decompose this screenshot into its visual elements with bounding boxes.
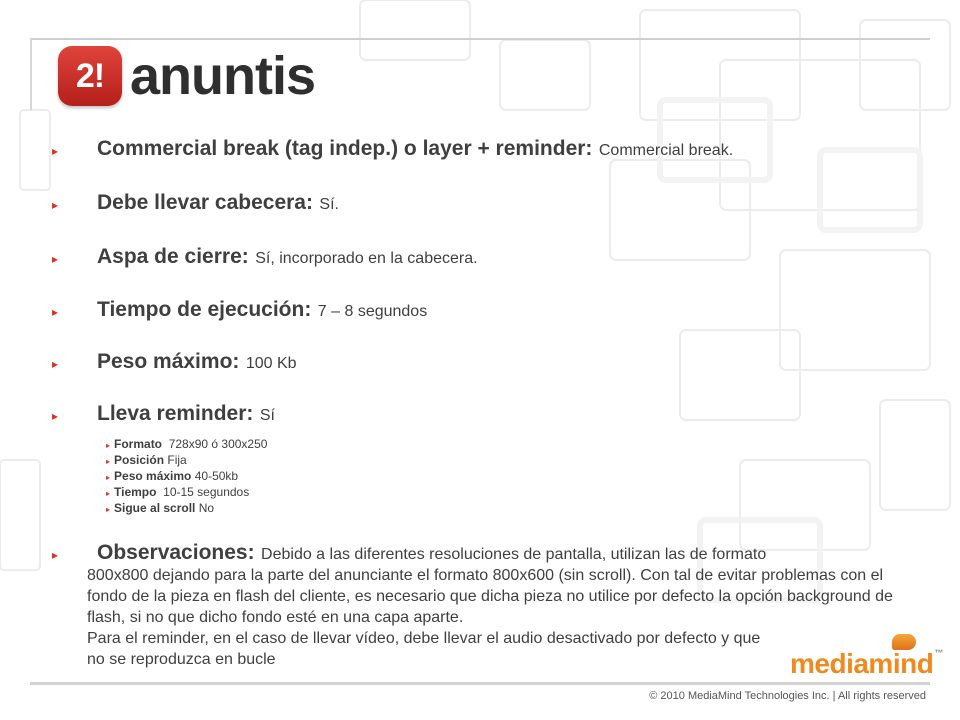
bullet-arrow-icon: ▸ (52, 408, 59, 423)
bullet-arrow-icon: ▸ (52, 547, 59, 562)
sub-bullet-arrow-icon: ▸ (106, 489, 111, 498)
anuntis-logo-badge: 2! (58, 46, 122, 106)
bullet-reminder (52, 402, 912, 426)
observaciones-continuation (87, 565, 907, 670)
bullet-value: 7 – 8 segundos (317, 303, 428, 320)
top-divider (30, 38, 930, 40)
bullet-label: Aspa de cierre: (97, 245, 249, 268)
bullet-value: Sí, incorporado en la cabecera. (255, 250, 478, 267)
bullet-value: Sí (259, 407, 275, 424)
observaciones-text: 800x800 dejando para la parte del anunciante el formato 800x600 (sin scroll). Con tal de evitar problemas con el fondo de la pieza en flash del cliente, es necesario que dicha pieza no utilice por defecto la opción background de flash, si no que dicho fondo esté en una capa aparte. (87, 567, 893, 626)
sub-bullet-arrow-icon: ▸ (106, 441, 111, 450)
bullet-label: Debe llevar cabecera: (97, 191, 313, 214)
sub-bullet-arrow-icon: ▸ (106, 505, 111, 514)
trademark-symbol: ™ (934, 648, 943, 658)
detail-value: 40-50kb (194, 469, 239, 483)
detail-value: 10-15 segundos (163, 485, 250, 499)
bullet-arrow-icon: ▸ (52, 197, 59, 212)
bullet-commercial-break (52, 137, 912, 161)
bullet-value: Commercial break. (598, 142, 734, 159)
bullet-value: 100 Kb (245, 355, 297, 372)
anuntis-logo (58, 44, 315, 108)
reminder-note: Para el reminder, en el caso de llevar vídeo, debe llevar el audio desactivado por defecto y que no se reproduzca en bucle (87, 630, 761, 668)
bullet-arrow-icon: ▸ (52, 304, 59, 319)
bullet-cabecera (52, 191, 912, 215)
bullet-label: Peso máximo: (97, 350, 240, 373)
detail-value: 728x90 ó 300x250 (168, 437, 268, 451)
bullet-tiempo-ejecucion (52, 298, 912, 322)
copyright-notice: © 2010 MediaMind Technologies Inc. | All rights reserved (649, 690, 926, 702)
mediamind-logo-text: mediamind (790, 648, 934, 679)
detail-label: Posición (114, 453, 165, 467)
left-divider (30, 38, 32, 110)
detail-label: Sigue al scroll (114, 501, 196, 515)
detail-label: Tiempo (114, 485, 157, 499)
mediamind-logo-word (790, 648, 943, 680)
bullet-value: Sí. (319, 196, 339, 213)
bullet-aspa-cierre (52, 245, 912, 269)
bullet-value: Debido a las diferentes resoluciones de pantalla, utilizan las de formato (261, 546, 767, 563)
bullet-label: Tiempo de ejecución: (97, 298, 312, 321)
detail-label: Formato (114, 437, 163, 451)
detail-value: No (198, 501, 215, 515)
bullet-peso-maximo (52, 350, 912, 374)
anuntis-logo-word: anuntis (130, 46, 316, 106)
bullet-arrow-icon: ▸ (52, 143, 59, 158)
bullet-arrow-icon: ▸ (52, 251, 59, 266)
reminder-detail-scroll (106, 500, 214, 518)
bullet-label: Observaciones: (97, 541, 255, 564)
bullet-label: Lleva reminder: (97, 402, 254, 425)
sub-bullet-arrow-icon: ▸ (106, 457, 111, 466)
detail-value: Fija (167, 453, 187, 467)
bottom-divider (30, 682, 930, 685)
bullet-arrow-icon: ▸ (52, 356, 59, 371)
bullet-observaciones (52, 541, 912, 565)
bullet-label: Commercial break (tag indep.) o layer + reminder: (97, 137, 593, 160)
sub-bullet-arrow-icon: ▸ (106, 473, 111, 482)
detail-label: Peso máximo (114, 469, 192, 483)
